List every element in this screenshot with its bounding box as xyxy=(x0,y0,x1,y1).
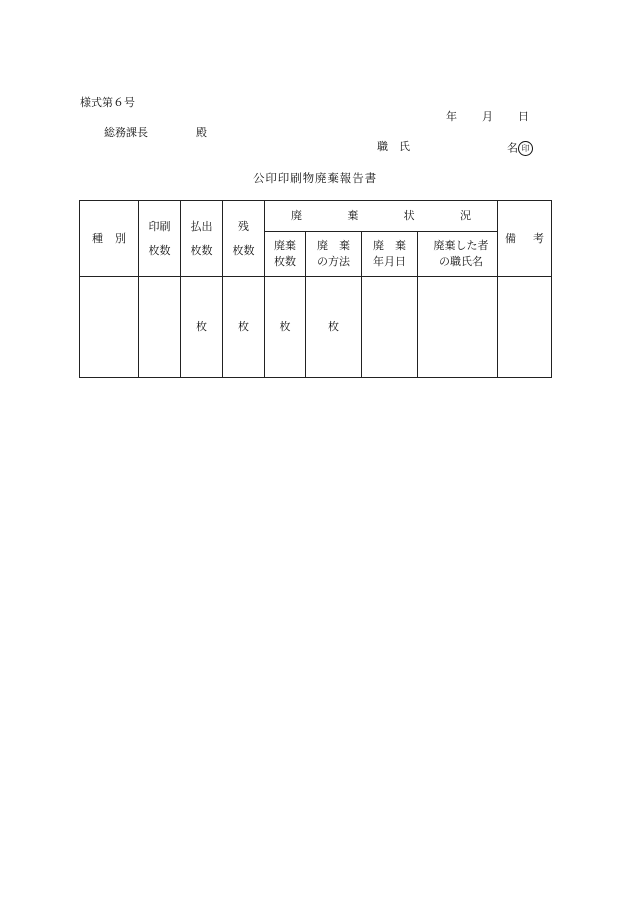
unit-label: 枚 xyxy=(196,320,207,334)
cell-disposal-count[interactable] xyxy=(265,277,306,378)
sub-person-header: 廃棄した者 の職氏名 xyxy=(418,232,498,277)
date-month-label: 月 xyxy=(482,110,493,123)
recipient-title: 総務課長 xyxy=(104,126,148,139)
seal-mark-icon: 印 xyxy=(518,141,533,156)
col-remaining-header: 残 枚数 xyxy=(223,201,265,277)
unit-label: 枚 xyxy=(238,320,249,334)
cell-disposer-name[interactable] xyxy=(418,277,498,378)
sub-method-header: 廃 棄 の方法 xyxy=(306,232,362,277)
document-title: 公印印刷物廃棄報告書 xyxy=(253,171,377,185)
header-row xyxy=(80,201,552,232)
official-title-label: 職 氏 xyxy=(377,140,410,153)
name-label xyxy=(507,141,533,156)
col-type-header: 種 別 xyxy=(80,201,139,277)
unit-label: 枚 xyxy=(328,320,339,334)
disposal-status-header: 廃 棄 状 況 xyxy=(265,201,498,232)
col-remarks-header: 備 考 xyxy=(498,201,552,277)
cell-disposal-date[interactable] xyxy=(362,277,418,378)
date-year-label: 年 xyxy=(446,110,457,123)
disposal-report-table xyxy=(79,200,552,378)
cell-disposal-method[interactable] xyxy=(306,277,362,378)
col-printed-header: 印刷 枚数 xyxy=(139,201,181,277)
sub-date-header: 廃 棄 年月日 xyxy=(362,232,418,277)
form-number: 様式第６号 xyxy=(80,96,135,109)
cell-issued[interactable] xyxy=(181,277,223,378)
entry-row xyxy=(80,277,552,378)
cell-remaining[interactable] xyxy=(223,277,265,378)
cell-type[interactable] xyxy=(80,277,139,378)
unit-label: 枚 xyxy=(279,320,291,334)
recipient-honorific: 殿 xyxy=(196,126,207,139)
cell-remarks[interactable] xyxy=(498,277,552,378)
name-text: 名 xyxy=(507,141,518,155)
date-day-label: 日 xyxy=(518,110,529,123)
cell-printed[interactable] xyxy=(139,277,181,378)
date-line xyxy=(446,111,529,122)
sub-count-header: 廃棄 枚数 xyxy=(265,232,306,277)
col-issued-header: 払出 枚数 xyxy=(181,201,223,277)
